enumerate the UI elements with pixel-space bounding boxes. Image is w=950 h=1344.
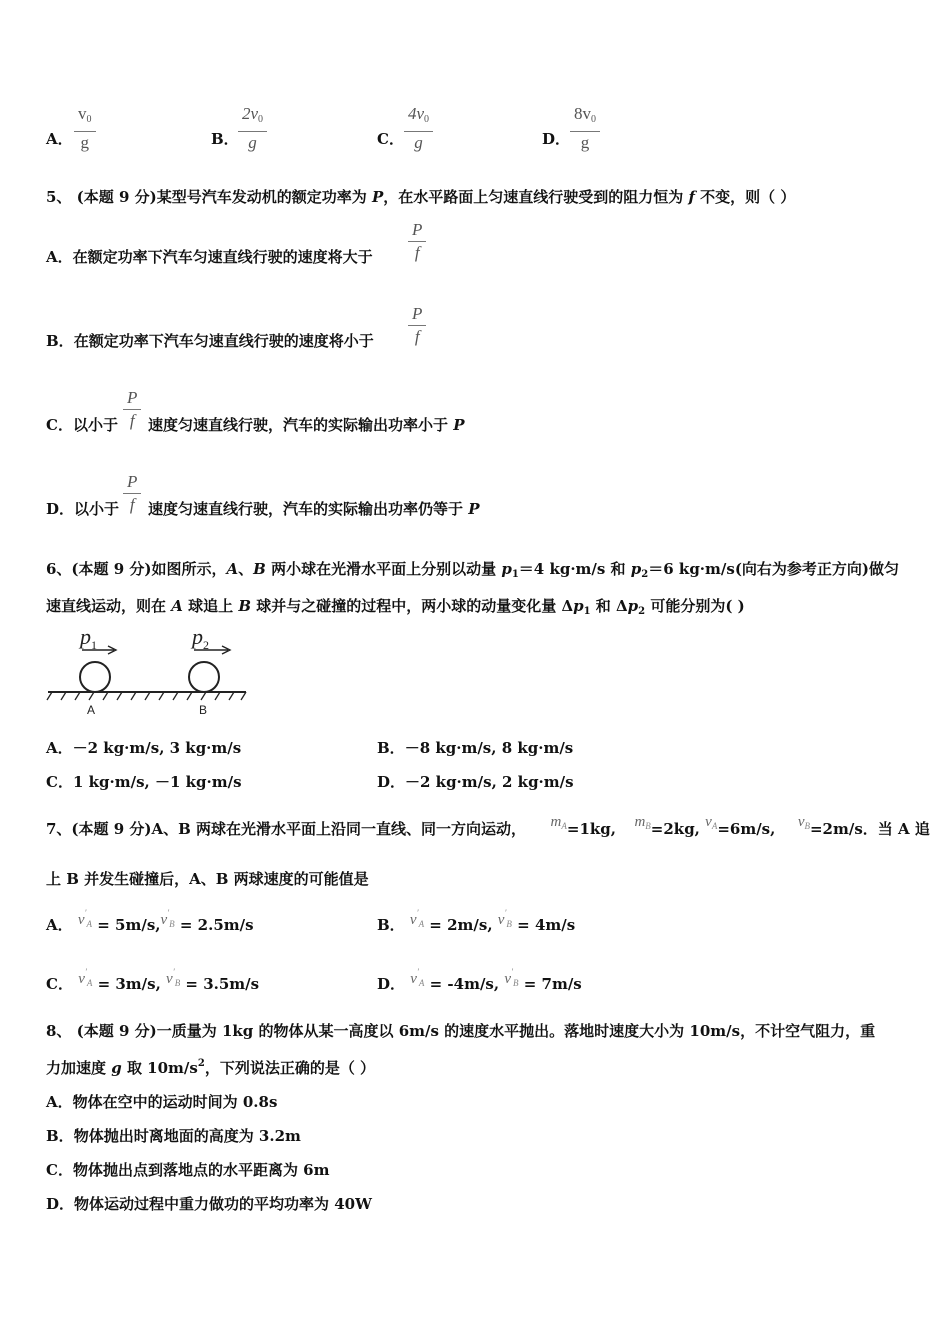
q5-option-d: D．以小于 <box>46 500 120 518</box>
q4-option-c-label: C． <box>377 130 404 148</box>
fig-p2-label: $p_2$ <box>192 624 209 652</box>
q4-option-d-label: D． <box>542 130 571 148</box>
q5-option-c-fraction: $\frac{P}{f}$ <box>123 388 141 432</box>
q5-option-b: B．在额定功率下汽车匀速直线行驶的速度将小于 <box>46 332 374 350</box>
fig-ball-a-label: A <box>87 703 96 717</box>
q8-stem-line1: 8、 (本题 9 分)一质量为 1kg 的物体从某一高度以 6m/s 的速度水平抛出。落地时速度大小为 10m/s，不计空气阻力，重 <box>46 1022 876 1040</box>
q6-stem-line2: 速直线运动，则在 A 球追上 B 球并与之碰撞的过程中，两小球的动量变化量 $\Delta p_1$ 和 $\Delta p_2$ 可能分别为( ) <box>46 597 745 617</box>
q5-option-a: A．在额定功率下汽车匀速直线行驶的速度将大于 <box>46 248 373 266</box>
q6-option-b: B．－8 kg·m/s, 8 kg·m/s <box>377 739 574 757</box>
q7-stem-line1: 7、(本题 9 分)A、B 两球在光滑水平面上沿同一直线、同一方向运动， $m_A=1kg$, $m_B=2kg$, $v_A=6m/s$, $v_B=2m/s$．当 A 追 <box>46 814 930 838</box>
q5-option-d-fraction: $\frac{P}{f}$ <box>123 472 141 516</box>
fig-ball-b-label: B <box>199 703 208 717</box>
q7-vB-var: $v_B$ <box>797 814 810 831</box>
q4-option-b-fraction: $\frac{2v_0}{g}$ <box>238 104 267 154</box>
q7-mB-var: $m_B$ <box>634 814 651 831</box>
q6-figure <box>46 622 251 718</box>
q7-mA-var: $m_A$ <box>550 814 567 831</box>
q4-option-d-fraction: $\frac{8v_0}{g}$ <box>570 104 600 154</box>
q6-option-a: A．－2 kg·m/s, 3 kg·m/s <box>46 739 242 757</box>
q5-option-d-rest: 速度匀速直线行驶，汽车的实际输出功率仍等于 P <box>148 500 480 518</box>
q7-option-d: D． $v'_A = -4m/s$, $v'_B = 7m/s$ <box>377 967 582 993</box>
fig-ball-a <box>80 662 110 692</box>
q5-option-c-rest: 速度匀速直线行驶，汽车的实际输出功率小于 P <box>148 416 465 434</box>
q8-option-d: D．物体运动过程中重力做功的平均功率为 40W <box>46 1195 372 1213</box>
q7-vA-var: $v_A$ <box>705 814 718 831</box>
q4-option-b-label: B． <box>211 130 239 148</box>
q4-option-a-label: A． <box>46 130 73 148</box>
fig-ground-hatch <box>47 692 246 700</box>
q7-option-b: B． $v'_A = 2m/s$, $v'_B = 4m/s$ <box>377 908 576 934</box>
q7-option-a: A． $v'_A = 5m/s,v'_B = 2.5m/s$ <box>46 908 254 934</box>
q5-option-a-fraction: $\frac{P}{f}$ <box>408 220 426 264</box>
q5-option-c: C．以小于 <box>46 416 118 434</box>
q6-option-c: C．1 kg·m/s, －1 kg·m/s <box>46 773 242 791</box>
fig-ball-b <box>189 662 219 692</box>
q8-option-b: B．物体抛出时离地面的高度为 3.2m <box>46 1127 301 1145</box>
q8-option-a: A．物体在空中的运动时间为 0.8s <box>46 1093 278 1111</box>
fig-p1-label: $p_1$ <box>80 624 97 652</box>
q4-option-a-fraction: $\frac{v_0}{g}$ <box>74 104 96 154</box>
q8-stem-line2: 力加速度 g 取 $10m/s^2$，下列说法正确的是（ ） <box>46 1058 376 1077</box>
q4-option-c-fraction: $\frac{4v_0}{g}$ <box>404 104 433 154</box>
q6-option-d: D．－2 kg·m/s, 2 kg·m/s <box>377 773 574 791</box>
q7-option-c: C． $v'_A = 3m/s$, $v'_B = 3.5m/s$ <box>46 967 260 993</box>
q8-option-c: C．物体抛出点到落地点的水平距离为 6m <box>46 1161 330 1179</box>
q5-stem: 5、 (本题 9 分)某型号汽车发动机的额定功率为 P，在水平路面上匀速直线行驶受到的阻力恒为 f 不变，则（ ） <box>46 188 796 206</box>
q7-stem-line2: 上 B 并发生碰撞后，A、B 两球速度的可能值是 <box>46 870 369 888</box>
q5-option-b-fraction: $\frac{P}{f}$ <box>408 304 426 348</box>
q6-stem-line1: 6、(本题 9 分)如图所示，A、B 两小球在光滑水平面上分别以动量 $p_1=4$ kg·m/s 和 $p_2=6$ kg·m/s(向右为参考正方向)做匀 <box>46 560 900 580</box>
